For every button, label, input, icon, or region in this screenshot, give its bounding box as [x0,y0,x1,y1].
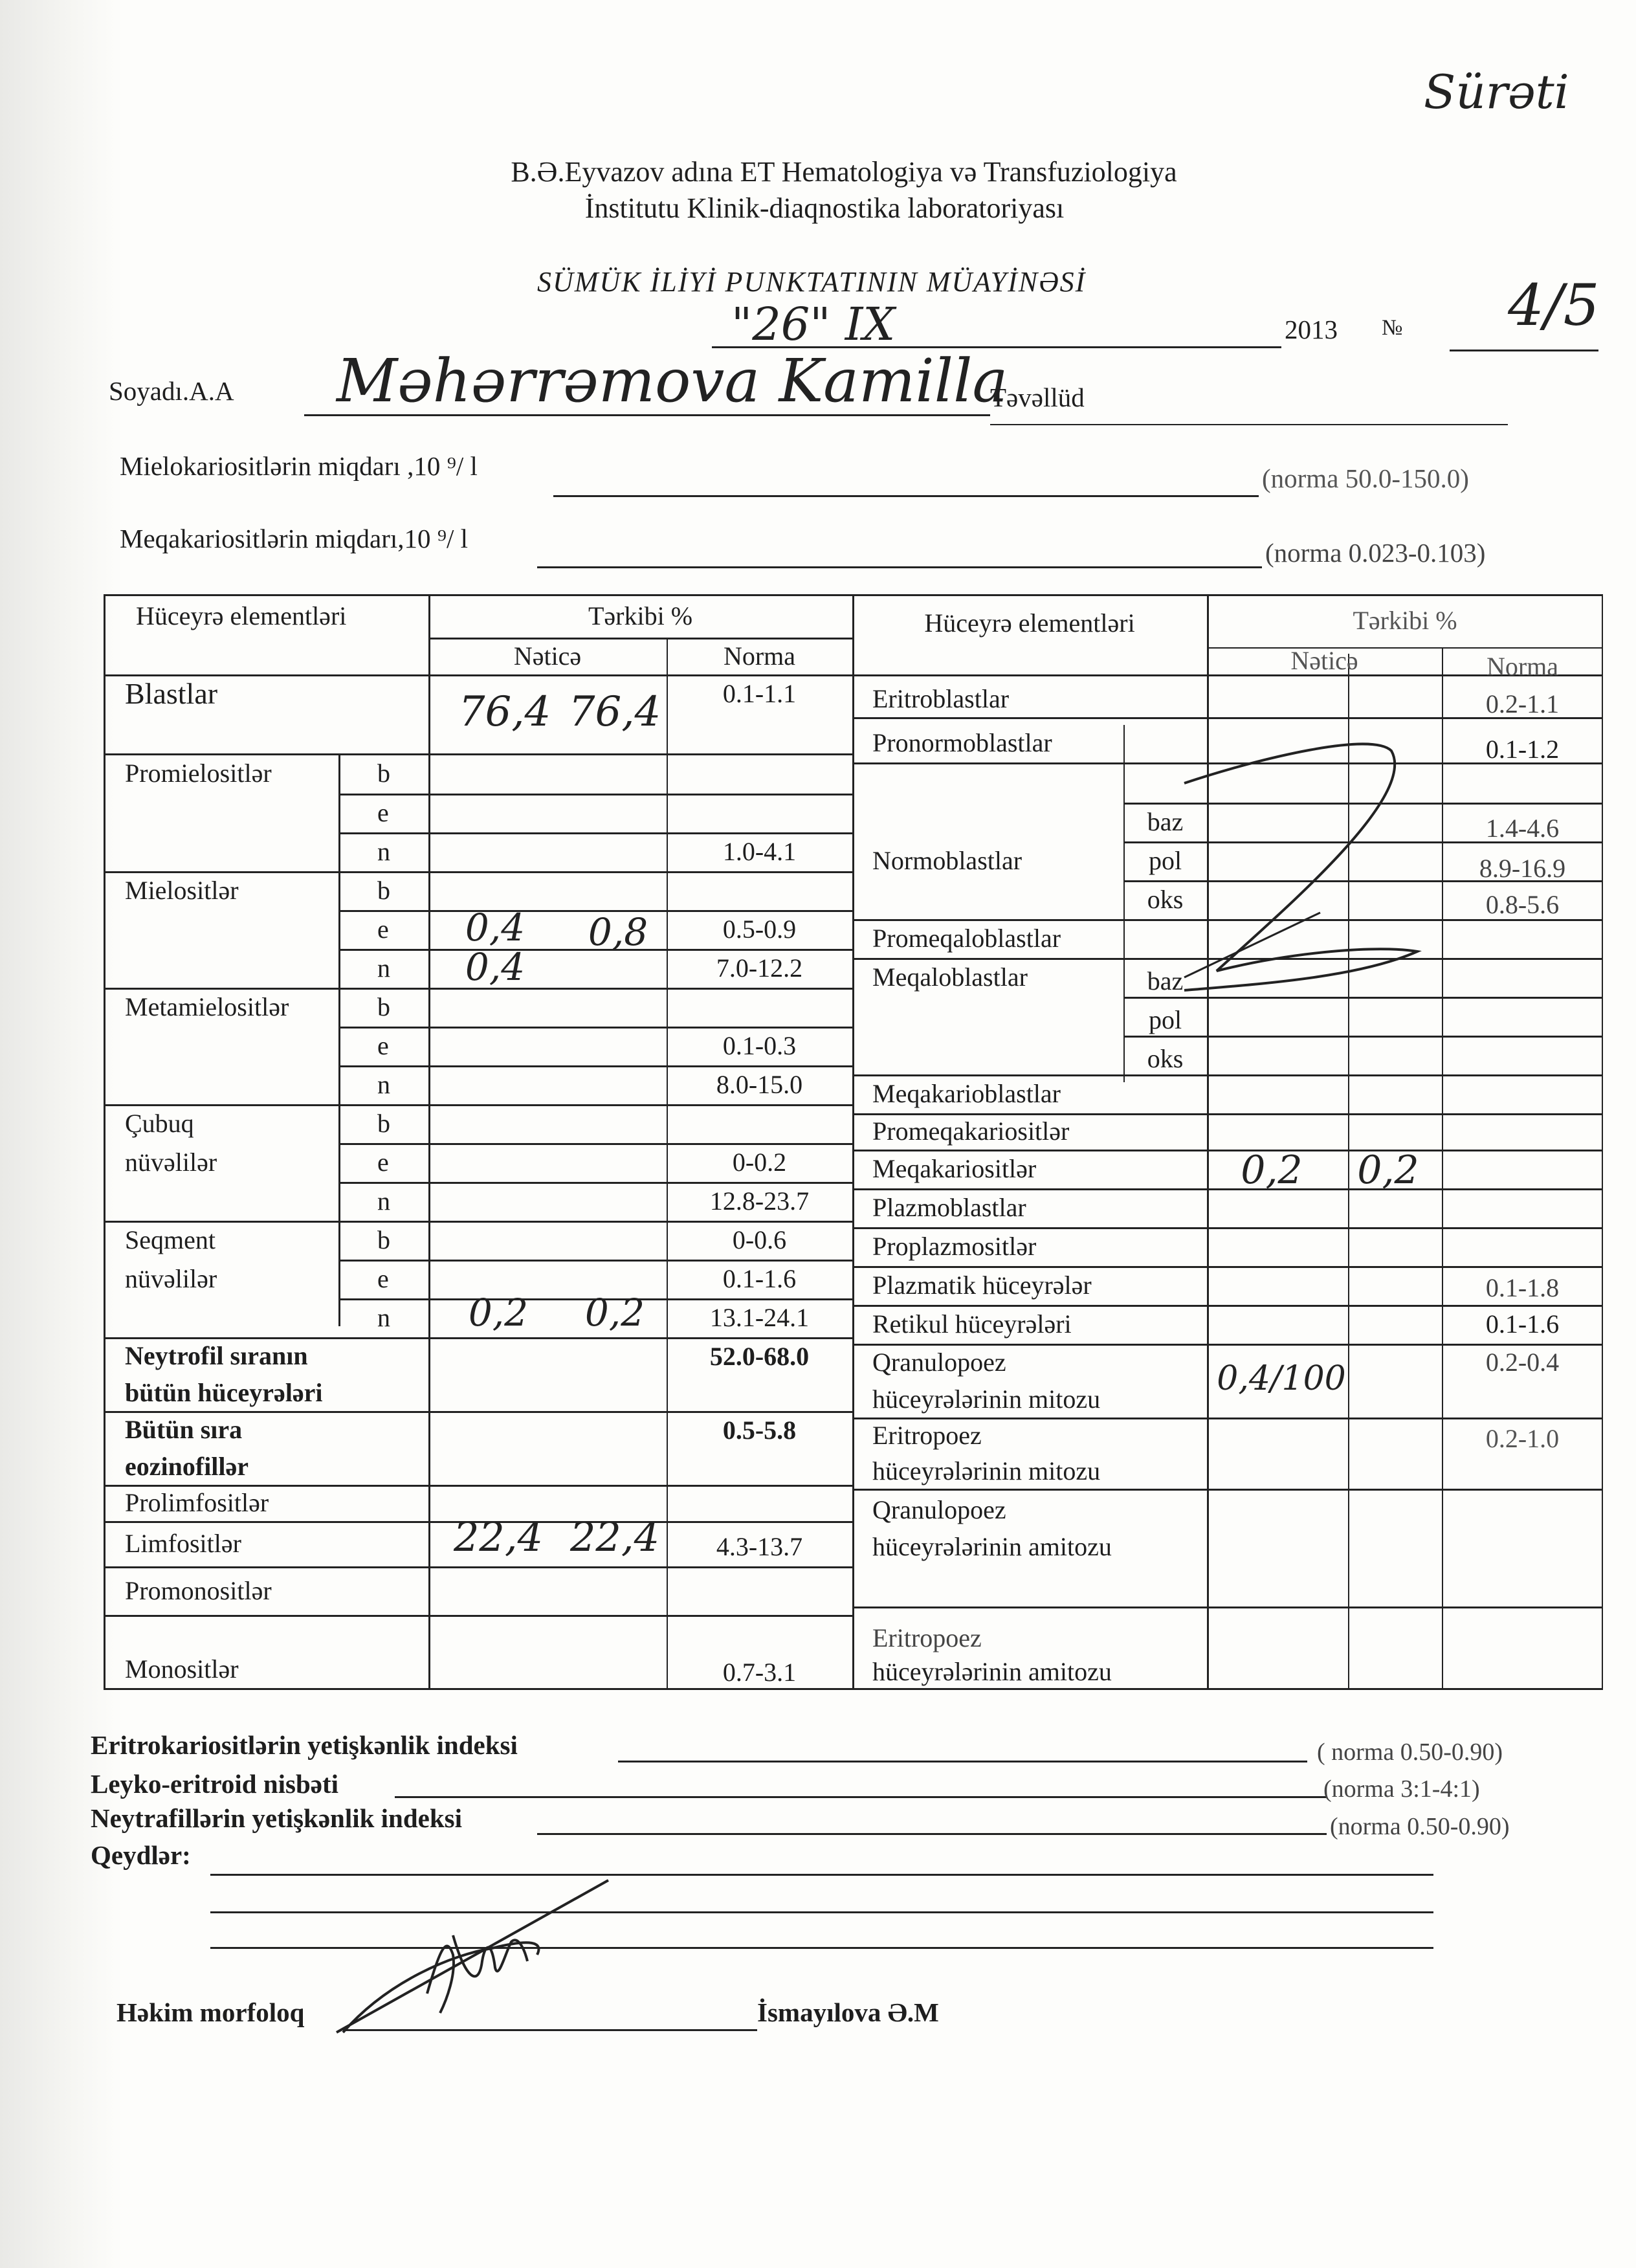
header-cell-result-right: Nəticə [1290,646,1358,675]
megaloblasts-sub-baz: baz [1147,966,1184,995]
erythro-index-line [618,1761,1307,1762]
erythroblasts-label: Eritroblastlar [872,684,1010,713]
patient-name-label: Soyadı.A.A [109,376,234,406]
plasma-cells-norm: 0.1-1.8 [1485,1273,1560,1302]
segmented-sub-b: b [377,1225,390,1254]
granulopoiesis-mitosis-label-1: Qranulopoez [872,1347,1006,1377]
row-label-metamyelocytes: Metamielositlər [125,992,289,1021]
neutrophil-index-line [537,1833,1327,1835]
row-label-myelocytes: Mielositlər [125,876,239,905]
notes-line-2 [210,1911,1433,1913]
normoblasts-oks-norm: 0.8-5.6 [1485,890,1560,919]
normoblasts-label: Normoblastlar [872,846,1022,875]
header-cell-composition-right: Tərkibi % [1353,606,1457,635]
eosinophil-label-2: eozinofillər [125,1451,249,1481]
metamyelocytes-n-norm: 8.0-15.0 [716,1070,803,1099]
myelocytes-n-result: 0,4 [465,945,525,989]
blasts-result-2: 76,4 [568,688,661,736]
row-label-segmented-1: Seqment [125,1225,216,1254]
promegaloblasts-label: Promeqaloblastlar [872,924,1061,953]
metamyelocytes-sub-n: n [377,1070,390,1099]
band-e-norm: 0-0.2 [732,1148,787,1177]
row-label-band-2: nüvəlilər [125,1148,217,1177]
promegakaryocytes-label: Promeqakariositlər [872,1117,1070,1146]
doctor-name: İsmayılova Ə.M [757,1997,939,2027]
leuko-erythroid-label: Leyko-eritroid nisbəti [91,1769,339,1799]
myelocytes-n-norm: 7.0-12.2 [716,953,803,983]
myelocytes-sub-n: n [377,953,390,983]
band-sub-n: n [377,1186,390,1216]
header-cell-elements: Hüceyrə elementləri [136,601,347,630]
promyelocytes-n-norm: 1.0-4.1 [722,837,797,866]
row-label-blasts: Blastlar [125,677,218,710]
erythroblasts-norm: 0.2-1.1 [1485,689,1560,718]
leuko-erythroid-norm: (norma 3:1-4:1) [1323,1775,1480,1803]
megaloblasts-sub-pol: pol [1148,1005,1182,1034]
erythropoiesis-mitosis-norm: 0.2-1.0 [1485,1423,1560,1453]
megakaryocyte-count-label: Meqakariositlərin miqdarı,10 ⁹/ l [120,524,469,553]
metamyelocytes-sub-b: b [377,992,390,1021]
promyelocytes-sub-e: e [377,798,389,827]
granulopoiesis-amitosis-label-2: hüceyrələrinin amitozu [872,1532,1112,1561]
megakaryocytes-label: Meqakariositlər [872,1154,1037,1183]
promyelocytes-sub-b: b [377,759,390,788]
neutrophil-label-2: bütün hüceyrələri [125,1377,323,1407]
date-handwritten: "26" IX [731,298,896,351]
notes-label: Qeydlər: [91,1840,191,1870]
band-sub-b: b [377,1109,390,1138]
promyelocytes-sub-n: n [377,837,390,866]
segmented-b-norm: 0-0.6 [732,1225,787,1254]
number-label: № [1382,316,1403,340]
plasma-cells-label: Plazmatik hüceyrələr [872,1271,1092,1300]
doctor-label: Həkim morfoloq [116,1997,305,2027]
normoblasts-pol-norm: 8.9-16.9 [1479,854,1566,883]
top-right-handwritten-note: Sürəti [1424,65,1569,119]
row-label-segmented-2: nüvəlilər [125,1264,217,1293]
monocytes-norm: 0.7-3.1 [722,1658,797,1687]
myelokaryocyte-count-label: Mielokariositlərin miqdarı ,10 ⁹/ l [120,451,478,481]
lymphocytes-result-2: 22,4 [569,1513,660,1561]
band-sub-e: e [377,1148,389,1177]
granulopoiesis-amitosis-label-1: Qranulopoez [872,1495,1006,1524]
segmented-sub-n: n [377,1303,390,1332]
segmented-sub-e: e [377,1264,389,1293]
erythropoiesis-amitosis-label-1: Eritropoez [872,1623,982,1652]
megakaryocytes-result-2: 0,2 [1357,1148,1419,1193]
myelocytes-e-norm: 0.5-0.9 [722,915,797,944]
segmented-e-norm: 0.1-1.6 [722,1264,797,1293]
neutrophil-label-1: Neytrofil sıranın [125,1340,308,1370]
proplasmocytes-label: Proplazmositlər [872,1232,1037,1261]
reticular-cells-label: Retikul hüceyrələri [872,1309,1072,1339]
year-label: 2013 [1285,315,1338,344]
header-cell-norm-right: Norma [1486,652,1559,681]
normoblasts-baz-norm: 1.4-4.6 [1485,814,1560,843]
megakaryocyte-norm: (norma 0.023-0.103) [1265,538,1486,568]
granulopoiesis-mitosis-label-2: hüceyrələrinin mitozu [872,1384,1101,1414]
megakaryoblasts-label: Meqakarioblastlar [872,1079,1061,1108]
normoblasts-sub-baz: baz [1147,807,1184,836]
myelocytes-sub-e: e [377,915,389,944]
blasts-result-1: 76,4 [458,688,551,736]
number-handwritten: 4/5 [1508,272,1600,339]
metamyelocytes-sub-e: e [377,1031,389,1060]
monocytes-label: Monositlər [125,1654,239,1684]
myelocytes-sub-b: b [377,876,390,905]
myelokaryocyte-norm: (norma 50.0-150.0) [1262,463,1469,493]
eosinophil-norm: 0.5-5.8 [722,1416,797,1445]
patient-name-handwritten: Məhərrəmova Kamilla [337,346,1008,416]
header-cell-norm: Norma [723,641,796,671]
header-cell-composition: Tərkibi % [588,601,693,630]
row-label-promyelocytes: Promielositlər [125,759,272,788]
lymphocytes-result-1: 22,4 [453,1513,544,1561]
myelocytes-e-result-1: 0,4 [465,906,525,950]
eosinophil-label-1: Bütün sıra [125,1414,243,1444]
metamyelocytes-e-norm: 0.1-0.3 [722,1031,797,1060]
normoblasts-sub-oks: oks [1147,885,1184,914]
megaloblasts-label: Meqaloblastlar [872,962,1028,992]
header-cell-elements-right: Hüceyrə elementləri [924,608,1135,638]
plasmoblasts-label: Plazmoblastlar [872,1193,1026,1222]
myelocytes-e-result-2: 0,8 [588,910,648,954]
erythropoiesis-mitosis-label-1: Eritropoez [872,1420,982,1450]
erythro-index-norm: ( norma 0.50-0.90) [1317,1739,1503,1766]
pronormoblasts-label: Pronormoblastlar [872,728,1052,757]
blasts-norm: 0.1-1.1 [722,679,797,708]
promonocytes-label: Promonositlər [125,1575,272,1605]
neutrophil-norm: 52.0-68.0 [709,1342,810,1371]
lymphocytes-label: Limfositlər [125,1529,241,1558]
neutrophil-index-label: Neytrafillərin yetişkənlik indeksi [91,1803,462,1833]
birth-label: Təvəllüd [990,383,1085,412]
reticular-cells-norm: 0.1-1.6 [1485,1309,1560,1339]
form-title: SÜMÜK İLİYİ PUNKTATININ MÜAYİNƏSİ [537,266,1087,298]
segmented-n-result-1: 0,2 [468,1291,529,1335]
row-label-band-1: Çubuq [125,1109,194,1138]
neutrophil-index-norm: (norma 0.50-0.90) [1330,1813,1510,1840]
erythro-index-label: Eritrokariositlərin yetişkənlik indeksi [91,1730,518,1760]
band-n-norm: 12.8-23.7 [709,1186,810,1216]
institute-line-1: B.Ə.Eyvazov adına ET Hematologiya və Transfuziologiya [511,156,1177,188]
segmented-n-norm: 13.1-24.1 [709,1303,810,1332]
erythropoiesis-amitosis-label-2: hüceyrələrinin amitozu [872,1657,1112,1686]
signature-line [343,2029,757,2031]
notes-line-3 [210,1947,1433,1949]
pronormoblasts-norm: 0.1-1.2 [1485,735,1560,764]
header-cell-result: Nəticə [513,641,582,671]
megaloblasts-sub-oks: oks [1147,1044,1184,1073]
megakaryocytes-result-1: 0,2 [1241,1148,1303,1193]
institute-line-2: İnstitutu Klinik-diaqnostika laboratoriyası [584,192,1065,224]
normoblasts-sub-pol: pol [1148,846,1182,875]
leuko-erythroid-line [395,1796,1327,1798]
granulopoiesis-mitosis-result: 0,4/100 [1217,1359,1346,1398]
prolymphocytes-label: Prolimfositlər [125,1488,269,1517]
lymphocytes-norm: 4.3-13.7 [716,1532,803,1561]
granulopoiesis-mitosis-norm: 0.2-0.4 [1485,1347,1560,1377]
notes-line-1 [210,1874,1433,1876]
erythropoiesis-mitosis-label-2: hüceyrələrinin mitozu [872,1456,1101,1485]
segmented-n-result-2: 0,2 [584,1291,645,1335]
